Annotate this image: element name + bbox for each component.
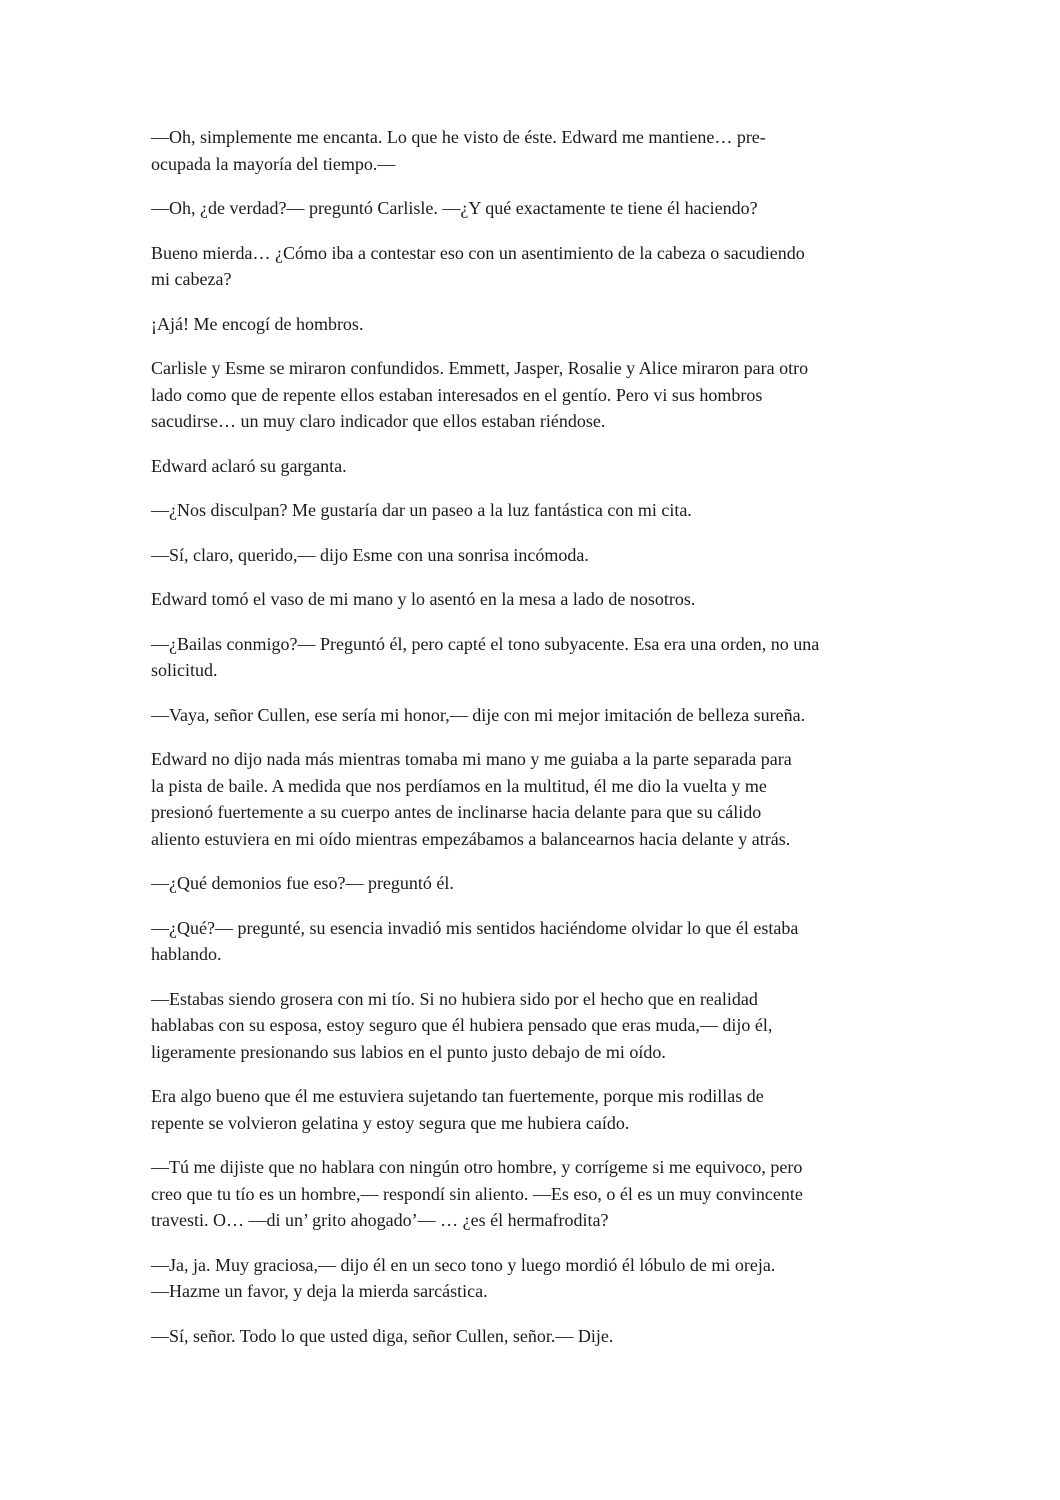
text-line: repente se volvieron gelatina y estoy segura que me hubiera caído. <box>151 1112 630 1133</box>
text-line: sacudirse… un muy claro indicador que ellos estaban riéndose. <box>151 411 606 431</box>
paragraph <box>151 631 911 684</box>
text-line: ocupada la mayoría del tiempo.— <box>151 153 396 174</box>
text-line: —Sí, claro, querido,— dijo Esme con una sonrisa incómoda. <box>151 544 589 565</box>
text-line: —Ja, ja. Muy graciosa,— dijo él en un seco tono y luego mordió él lóbulo de mi oreja. <box>151 1254 776 1275</box>
paragraph <box>151 986 911 1066</box>
text-line: ligeramente presionando sus labios en el punto justo debajo de mi oído. <box>151 1041 666 1062</box>
paragraph <box>151 1154 911 1234</box>
body-text <box>151 124 911 1367</box>
text-line: —Oh, ¿de verdad?— preguntó Carlisle. —¿Y qué exactamente te tiene él haciendo? <box>151 198 758 218</box>
text-line: hablabas con su esposa, estoy seguro que él hubiera pensado que eras muda,— dijo él, <box>151 1015 773 1035</box>
text-line: travesti. O… —di un’ grito ahogado’— … ¿es él hermafrodita? <box>151 1210 609 1230</box>
text-line: —Sí, señor. Todo lo que usted diga, señor Cullen, señor.— Dije. <box>151 1325 614 1346</box>
text-line: —¿Bailas conmigo?— Preguntó él, pero capté el tono subyacente. Esa era una orden, no una <box>151 633 820 654</box>
paragraph <box>151 746 911 852</box>
text-line: Edward aclaró su garganta. <box>151 455 347 476</box>
text-line: lado como que de repente ellos estaban interesados en el gentío. Pero vi sus hombros <box>151 384 763 405</box>
text-line: Edward no dijo nada más mientras tomaba mi mano y me guiaba a la parte separada para <box>151 749 792 769</box>
paragraph <box>151 702 911 729</box>
paragraph <box>151 586 911 613</box>
text-line: —¿Qué?— pregunté, su esencia invadió mis sentidos haciéndome olvidar lo que él estaba <box>151 917 799 938</box>
text-line: —¿Nos disculpan? Me gustaría dar un paseo a la luz fantástica con mi cita. <box>151 500 692 520</box>
paragraph <box>151 1323 911 1350</box>
paragraph <box>151 542 911 569</box>
text-line: aliento estuviera en mi oído mientras empezábamos a balancearnos hacia delante y atrás. <box>151 828 791 849</box>
text-line: la pista de baile. A medida que nos perdíamos en la multitud, él me dio la vuelta y me <box>151 775 767 796</box>
text-line: presionó fuertemente a su cuerpo antes de inclinarse hacia delante para que su cálido <box>151 802 762 822</box>
text-line: —Vaya, señor Cullen, ese sería mi honor,— dije con mi mejor imitación de belleza sureña. <box>151 704 806 725</box>
text-line: creo que tu tío es un hombre,— respondí sin aliento. —Es eso, o él es un muy convincente <box>151 1183 803 1204</box>
text-line: Carlisle y Esme se miraron confundidos. Emmett, Jasper, Rosalie y Alice miraron para otro <box>151 358 809 378</box>
text-line: —¿Qué demonios fue eso?— preguntó él. <box>151 873 454 893</box>
paragraph <box>151 1252 911 1305</box>
text-line: solicitud. <box>151 660 218 680</box>
paragraph <box>151 124 911 177</box>
text-line: —Estabas siendo grosera con mi tío. Si no hubiera sido por el hecho que en realidad <box>151 988 758 1009</box>
paragraph <box>151 355 911 435</box>
paragraph <box>151 195 911 222</box>
paragraph <box>151 311 911 338</box>
paragraph <box>151 497 911 524</box>
paragraph <box>151 240 911 293</box>
text-line: mi cabeza? <box>151 269 232 289</box>
paragraph <box>151 1083 911 1136</box>
paragraph <box>151 870 911 897</box>
text-line: hablando. <box>151 944 222 964</box>
text-line: ¡Ajá! Me encogí de hombros. <box>151 313 364 334</box>
text-line: —Hazme un favor, y deja la mierda sarcástica. <box>151 1281 488 1301</box>
paragraph <box>151 453 911 480</box>
text-line: Edward tomó el vaso de mi mano y lo asentó en la mesa a lado de nosotros. <box>151 589 696 609</box>
paragraph <box>151 915 911 968</box>
text-line: —Oh, simplemente me encanta. Lo que he visto de éste. Edward me mantiene… pre- <box>151 127 766 147</box>
text-line: Bueno mierda… ¿Cómo iba a contestar eso con un asentimiento de la cabeza o sacudiendo <box>151 242 805 263</box>
text-line: —Tú me dijiste que no hablara con ningún otro hombre, y corrígeme si me equivoco, pero <box>151 1157 803 1177</box>
text-line: Era algo bueno que él me estuviera sujetando tan fuertemente, porque mis rodillas de <box>151 1086 764 1106</box>
